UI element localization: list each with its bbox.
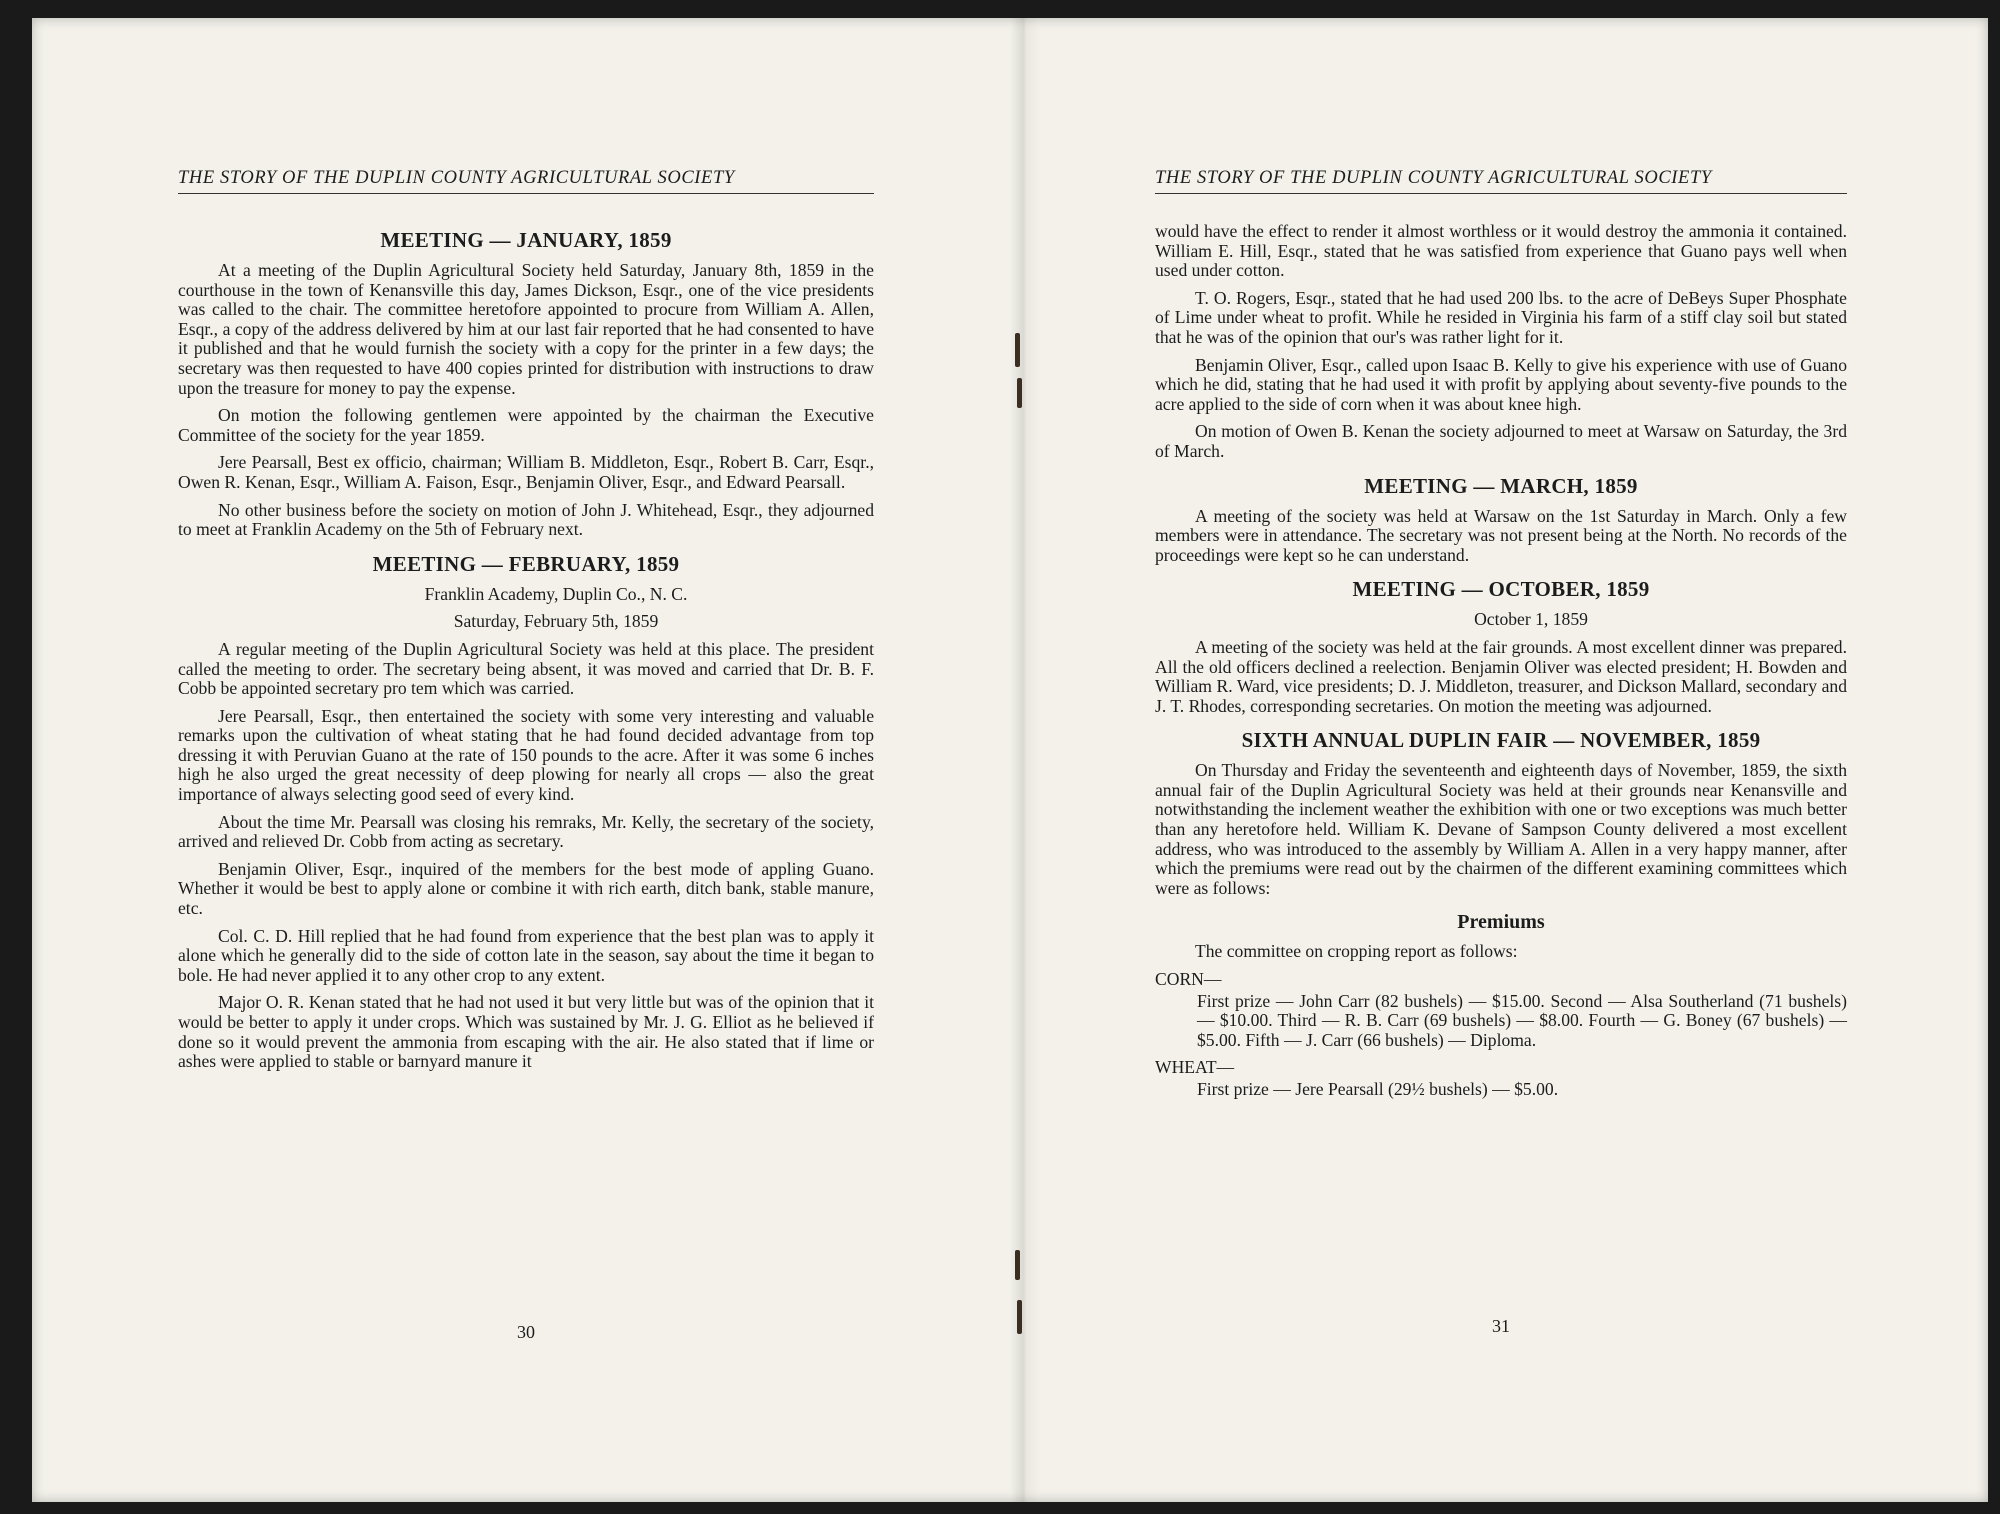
wheat-prizes: First prize — Jere Pearsall (29½ bushels) — $5.00. (1197, 1079, 1559, 1099)
meeting-date: Saturday, February 5th, 1859 (453, 611, 659, 632)
paragraph: At a meeting of the Duplin Agricultural Society held Saturday, January 8th, 1859 in the courthouse in the town of Kenansville this day, James Dickson, Esqr., one of the vice presidents was called to the chair. The committee heretofore appointed to procure from William A. Allen, Esqr., a copy of the address delivered by him at our last fair reported that he had consented to have it published and that he would furnish the society with a copy for the printer in a few days; the secretary was then requested to have 400 copies printed for distribution with instructions to draw upon the treasure for money to pay the expense. (178, 260, 874, 398)
paragraph: On motion the following gentlemen were appointed by the chairman the Executive Committee of the society for the year 1859. (178, 405, 874, 445)
page-number: 30 (517, 1322, 535, 1342)
category-label-wheat: WHEAT— (1155, 1057, 1235, 1078)
paragraph: Col. C. D. Hill replied that he had found from experience that the best plan was to apply it alone which he generally did to the side of cotton late in the season, say about the time it began to bole. He had never applied it to any other crop to any extent. (178, 925, 874, 985)
page-number: 31 (1492, 1316, 1510, 1336)
paragraph: On Thursday and Friday the seventeenth and eighteenth days of November, 1859, the sixth annual fair of the Duplin Agricultural Society was held at their grounds near Kenansville and notwithstanding the inclement weather the exhibition with one or two exceptions was much better than any heretofore held. William K. Devane of Sampson County delivered a most excellent address, who was introduced to the assembly by William A. Allen in a very happy manner, after which the premiums were read out by the chairmen of the different examining committees which were as follows: (1155, 760, 1847, 898)
section-heading-january: MEETING — JANUARY, 1859 (380, 228, 672, 252)
meeting-place: Franklin Academy, Duplin Co., N. C. (424, 583, 688, 604)
staple-bottom-lower (1017, 1300, 1022, 1334)
paragraph: A regular meeting of the Duplin Agricultural Society was held at this place. The president called the meeting to order. The secretary being absent, it was moved and carried that Dr. B. F. Cobb be appointed secretary pro tem which was carried. (178, 638, 874, 699)
left-page-content (178, 216, 874, 1080)
paragraph: A meeting of the society was held at the fair grounds. A most excellent dinner was prepared. All the old officers declined a reelection. Benjamin Oliver was elected president; H. Bowden and William R. Ward, vice presidents; D. J. Middleton, treasurer, and Dickson Mallard, secondary and J. T. Rhodes, corresponding secretaries. On motion the meeting was adjourned. (1155, 636, 1847, 716)
paragraph: Benjamin Oliver, Esqr., called upon Isaac B. Kelly to give his experience with use of Guano which he did, stating that he had used it with profit by applying about seventy-five pounds to the acre applied to the side of corn when it was about knee high. (1155, 354, 1847, 414)
staple-bottom (1015, 1250, 1020, 1280)
paragraph: Benjamin Oliver, Esqr., inquired of the members for the best mode of appling Guano. Whether it would be best to apply alone or combine it with rich earth, ditch bank, stable manure, etc. (178, 858, 874, 919)
meeting-date: October 1, 1859 (1474, 609, 1588, 630)
paragraph: A meeting of the society was held at Warsaw on the 1st Saturday in March. Only a few members were in attendance. The secretary was not present being at the North. No records of the proceedings were kept so he can understand. (1155, 505, 1847, 565)
paragraph: would have the effect to render it almost worthless or it would destroy the ammonia it contained. William E. Hill, Esqr., stated that he was satisfied from experience that Guano pays well when used under cotton. (1155, 221, 1847, 281)
running-head: THE STORY OF THE DUPLIN COUNTY AGRICULTURAL SOCIETY (178, 168, 874, 194)
section-heading-march: MEETING — MARCH, 1859 (1364, 473, 1638, 498)
premiums-heading: Premiums (1457, 911, 1545, 934)
right-page-content (1155, 222, 1847, 1108)
section-heading-october: MEETING — OCTOBER, 1859 (1352, 577, 1650, 602)
staple-top (1015, 333, 1020, 367)
paragraph: The committee on cropping report as follows: (1195, 941, 1518, 962)
running-head: THE STORY OF THE DUPLIN COUNTY AGRICULTURAL SOCIETY (1155, 168, 1847, 194)
paragraph: About the time Mr. Pearsall was closing his remraks, Mr. Kelly, the secretary of the society, arrived and relieved Dr. Cobb from acting as secretary. (178, 811, 874, 852)
section-heading-fair: SIXTH ANNUAL DUPLIN FAIR — NOVEMBER, 1859 (1241, 728, 1761, 753)
right-page (1155, 0, 1847, 1400)
section-heading-february: MEETING — FEBRUARY, 1859 (372, 551, 680, 576)
corn-prizes: First prize — John Carr (82 bushels) — $15.00. Second — Alsa Southerland (71 bushels) — $10.00. Third — R. B. Carr (69 bushels) — $8.00. Fourth — G. Boney (67 bushels) — $5.00. Fifth — J. Carr (66 bushels) — Diploma. (1197, 990, 1847, 1050)
paragraph: On motion of Owen B. Kenan the society adjourned to meet at Warsaw on Saturday, the 3rd of March. (1155, 421, 1847, 461)
book-gutter (1010, 18, 1040, 1502)
paragraph: Jere Pearsall, Best ex officio, chairman; William B. Middleton, Esqr., Robert B. Carr, Esqr., Owen R. Kenan, Esqr., William A. Faison, Esqr., Benjamin Oliver, Esqr., and Edward Pearsall. (178, 452, 874, 492)
staple-top-lower (1017, 378, 1022, 408)
paragraph: T. O. Rogers, Esqr., stated that he had used 200 lbs. to the acre of DeBeys Super Phosphate of Lime under wheat to profit. While he resided in Virginia his farm of a stiff clay soil but stated that he was of the opinion that our's was rather light for it. (1155, 287, 1847, 347)
category-label-corn: CORN— (1155, 969, 1222, 990)
paragraph: Major O. R. Kenan stated that he had not used it but very little but was of the opinion that it would be better to apply it under crops. Which was sustained by Mr. J. G. Elliot as he believed if done so it would prevent the ammonia from escaping with the air. He also stated that if lime or ashes were applied to stable or barnyard manure it (178, 992, 874, 1072)
paragraph: No other business before the society on motion of John J. Whitehead, Esqr., they adjourned to meet at Franklin Academy on the 5th of February next. (178, 499, 874, 540)
left-page (178, 0, 874, 1400)
paragraph: Jere Pearsall, Esqr., then entertained the society with some very interesting and valuable remarks upon the cultivation of wheat stating that he had found decided advantage from top dressing it with Peruvian Guano at the rate of 150 pounds to the acre. After it was some 6 inches high he also urged the great necessity of deep plowing for nearly all crops — also the great importance of always selecting good seed of every kind. (178, 705, 874, 805)
